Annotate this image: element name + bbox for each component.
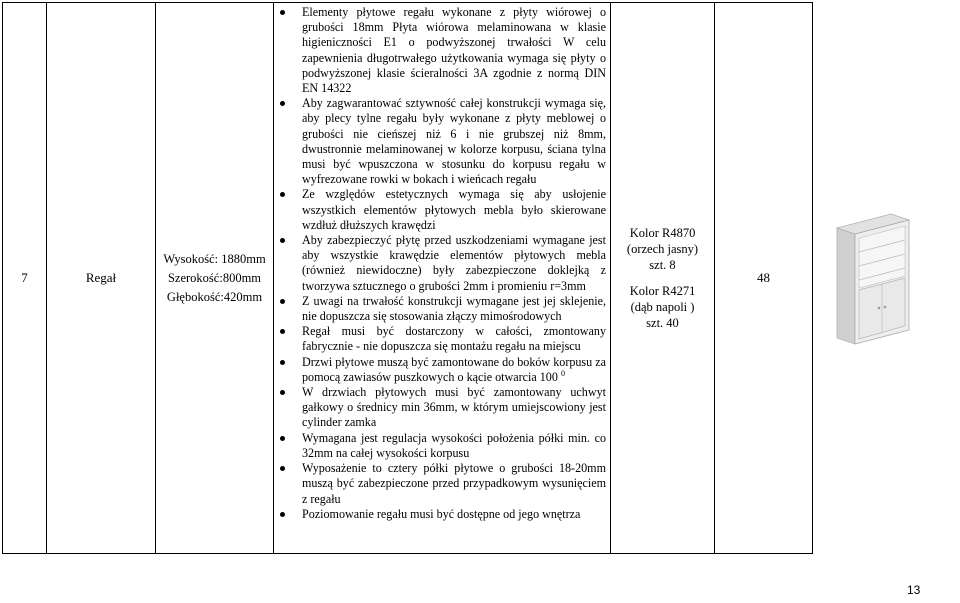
- dimension-width: Szerokość:800mm: [167, 270, 262, 285]
- bullet-icon: [280, 299, 285, 304]
- dimension-depth: Głębokość:420mm: [166, 289, 263, 304]
- bullet-icon: [280, 238, 285, 243]
- list-item: Wyposażenie to cztery półki płytowe o grubości 18-20mm muszą być zabezpieczone przed przypadkowym wysunięciem z regału: [280, 461, 606, 507]
- product-name: Regał: [85, 270, 117, 285]
- list-item: W drzwiach płytowych musi być zamontowany uchwyt gałkowy o średnicy min 36mm, w którym umiejscowiony jest cylinder zamka: [280, 385, 606, 431]
- spec-table: [2, 2, 956, 554]
- product-name-cell: [47, 3, 156, 554]
- list-item: Regał musi być dostarczony w całości, zmontowany fabrycznie - nie dopuszcza się montażu regału na miejscu: [280, 324, 606, 354]
- table-row: [3, 3, 957, 554]
- bullet-icon: [280, 192, 285, 197]
- list-item: Ze względów estetycznych wymaga się aby usłojenie wszystkich elementów płytowych mebla było skierowane wzdłuż dłuższych krawędzi: [280, 187, 606, 233]
- row-number: 7: [21, 270, 28, 285]
- bullet-icon: [280, 360, 285, 365]
- page-number: 13: [907, 583, 921, 597]
- bullet-icon: [280, 10, 285, 15]
- bullet-icon: [280, 101, 285, 106]
- requirements-list: [274, 3, 610, 523]
- bullet-icon: [280, 466, 285, 471]
- bullet-icon: [280, 436, 285, 441]
- dimension-height: Wysokość: 1880mm: [163, 251, 266, 266]
- bullet-icon: [280, 329, 285, 334]
- list-item: Elementy płytowe regału wykonane z płyty wiórowej o grubości 18mm Płyta wiórowa melaminowana w klasie higieniczności E1 o podwyższonej trwałości W celu zapewnienia długotrwałego użytkowania wymaga się płyty o podwyższonej klasie ścieralności 3A zgodnie z normą DIN EN 14322: [280, 5, 606, 96]
- list-item: Wymagana jest regulacja wysokości położenia półki min. co 32mm na całej wysokości korpusu: [280, 431, 606, 461]
- quantity-value: 48: [757, 270, 770, 285]
- list-item: Drzwi płytowe muszą być zamontowane do boków korpusu za pomocą zawiasów puszkowych o kącie otwarcia 100 $^0$: [280, 355, 606, 385]
- bookcase-illustration: [829, 208, 939, 348]
- requirements-cell: [274, 3, 611, 554]
- list-item: Aby zabezpieczyć płytę przed uszkodzeniami wymagane jest aby wszystkie krawędzie elementów płytowych mebla (również niewidoczne) były zabezpieczone doklejką z tworzywa sztucznego o grubości 2mm i promieniu r=3mm: [280, 233, 606, 294]
- colors-cell: [611, 3, 715, 554]
- list-item: Poziomowanie regału musi być dostępne od jego wnętrza: [280, 507, 606, 522]
- quantity-cell: [715, 3, 813, 554]
- row-number-cell: [3, 3, 47, 554]
- dimensions-cell: [156, 3, 274, 554]
- color-option-1: Kolor R4870 (orzech jasny) szt. 8: [626, 226, 699, 272]
- list-item: Aby zagwarantować sztywność całej konstrukcji wymaga się, aby plecy tylne regału były wykonane z płyty meblowej o grubości nie cieńszej niż 6 i nie grubszej niż 8mm, dwustronnie melaminowanej w kolorze korpusu, ściana tylna musi być wpuszczona w stosunku do korpusu regału w wyfrezowane rowki w bokach i wieńcach regału: [280, 96, 606, 187]
- bullet-icon: [280, 512, 285, 517]
- degree-superscript: 0: [560, 368, 565, 378]
- image-cell: [813, 3, 957, 554]
- color-option-2: Kolor R4271 (dąb napoli ) szt. 40: [629, 284, 696, 330]
- bullet-icon: [280, 390, 285, 395]
- list-item: Z uwagi na trwałość konstrukcji wymagane jest jej sklejenie, nie dopuszcza się stosowania złączy mimośrodowych: [280, 294, 606, 324]
